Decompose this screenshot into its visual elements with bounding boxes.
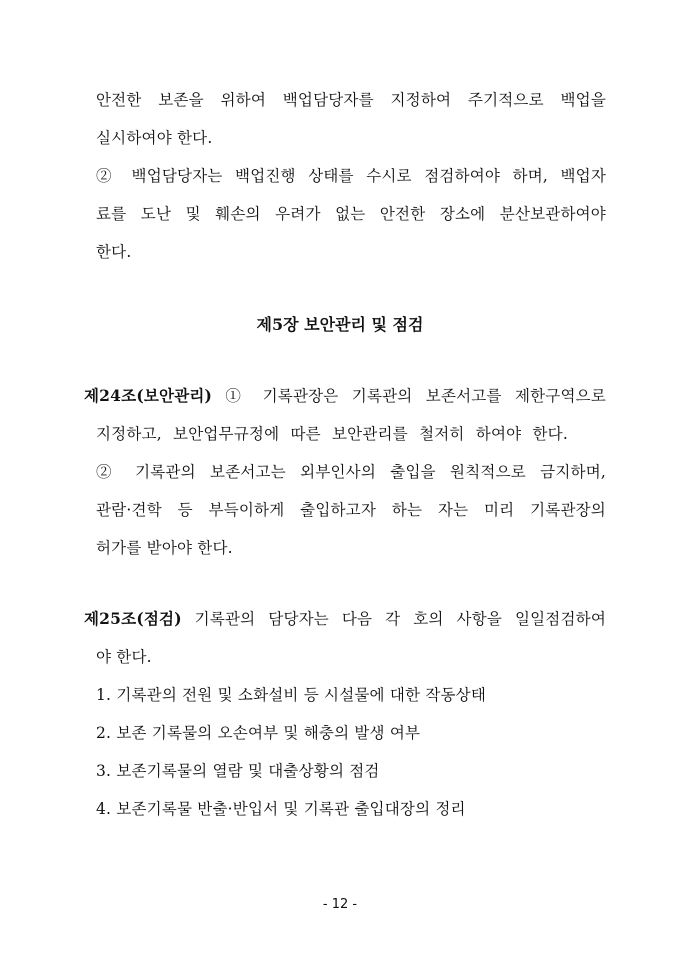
article-24-para2-line-3: 허가를 받아야 한다.: [96, 539, 233, 557]
article-25-item-3: 3. 보존기록물의 열람 및 대출상황의 점검: [96, 762, 380, 780]
continuation-para2-line-2: 료를 도난 및 훼손의 우려가 없는 안전한 장소에 분산보관하여야: [96, 205, 606, 223]
article-25-item-4: 4. 보존기록물 반출·반입서 및 기록관 출입대장의 정리: [96, 800, 466, 818]
page-number: - 12 -: [322, 897, 358, 912]
article-25-line-1-text: 기록관의 담당자는 다음 각 호의 사항을 일일점검하여: [181, 610, 606, 628]
article-24-para2-line-1: ② 기록관의 보존서고는 외부인사의 출입을 원칙적으로 금지하며,: [96, 463, 606, 481]
article-24-line-1-text: ① 기록관장은 기록관의 보존서고를 제한구역으로: [212, 387, 606, 405]
article-25-item-1: 1. 기록관의 전원 및 소화설비 등 시설물에 대한 작동상태: [96, 686, 487, 704]
chapter-title: 제5장 보안관리 및 점검: [256, 315, 424, 334]
article-25-heading: 제25조(점검): [84, 609, 182, 628]
article-24-heading: 제24조(보안관리): [84, 386, 213, 405]
continuation-para2-line-1: ② 백업담당자는 백업진행 상태를 수시로 점검하여야 하며, 백업자: [96, 167, 606, 185]
article-24-line-1: [84, 386, 606, 406]
continuation-para2-line-3: 한다.: [96, 243, 132, 261]
article-25-item-2: 2. 보존 기록물의 오손여부 및 해충의 발생 여부: [96, 724, 421, 742]
continuation-line-2: 실시하여야 한다.: [96, 129, 213, 147]
article-24-para2-line-2: 관람·견학 등 부득이하게 출입하고자 하는 자는 미리 기록관장의: [96, 501, 606, 519]
article-25-line-1: [84, 609, 606, 629]
article-25-line-2: 야 한다.: [96, 648, 152, 666]
article-24-line-2: 지정하고, 보안업무규정에 따른 보안관리를 철저히 하여야 한다.: [96, 425, 568, 443]
continuation-line-1: 안전한 보존을 위하여 백업담당자를 지정하여 주기적으로 백업을: [96, 91, 606, 109]
